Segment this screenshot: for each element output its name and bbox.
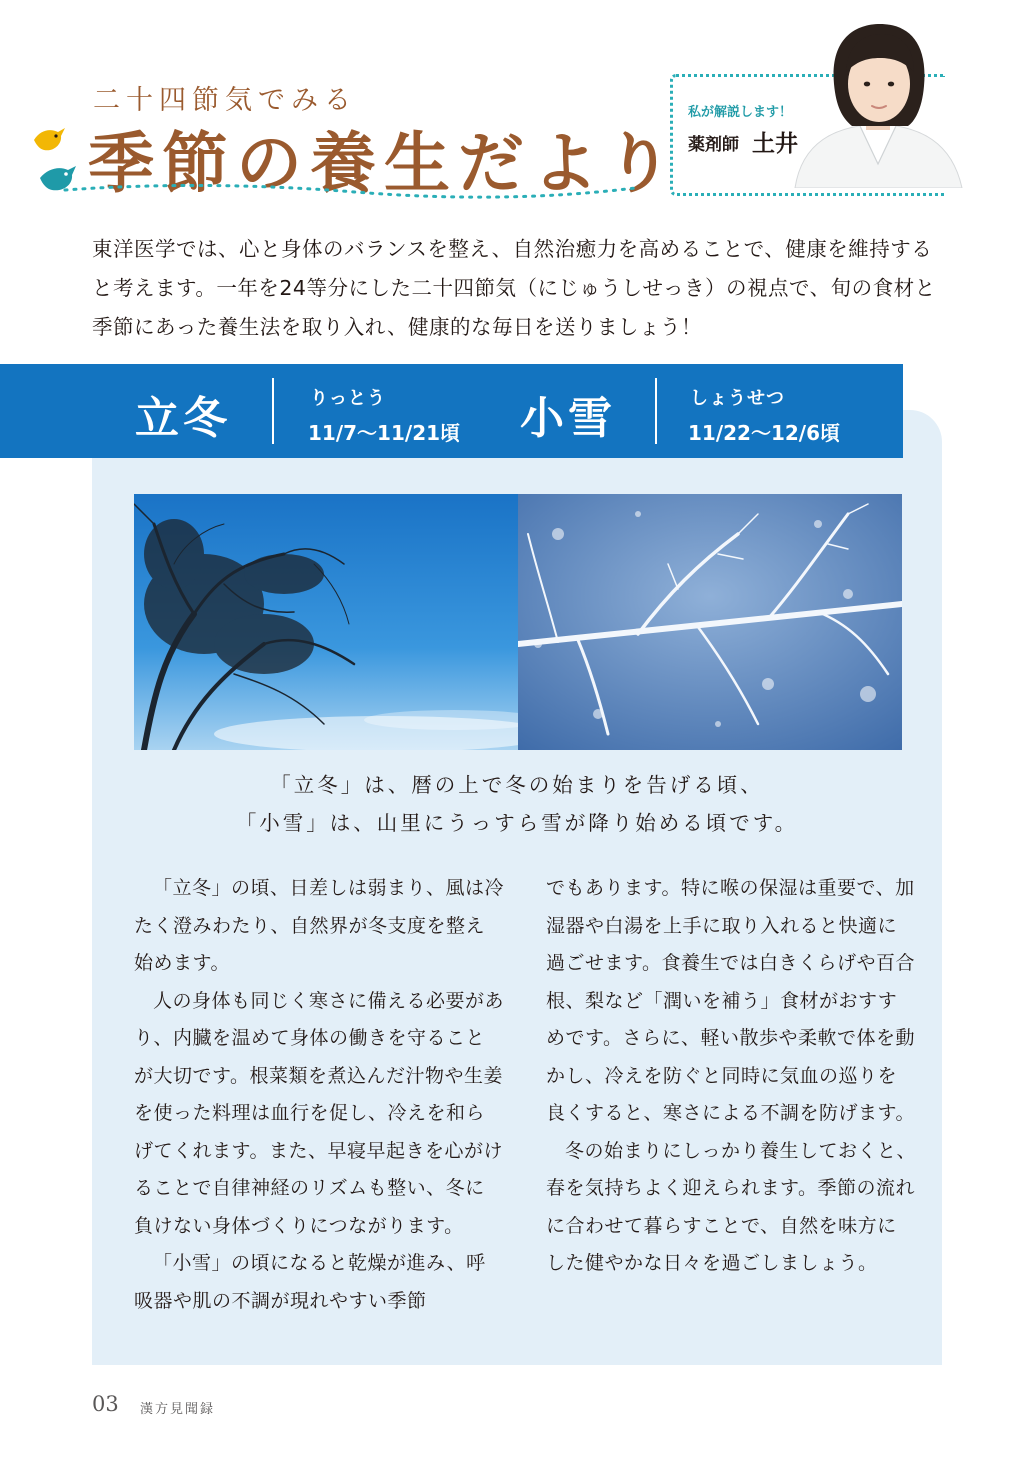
body-column-2 <box>546 870 916 1283</box>
body-paragraph: でもあります。特に喉の保湿は重要で、加湿器や白湯を上手に取り入れると快適に過ごせます。食養生では白きくらげや百合根、梨など「潤いを補う」食材がおすすめです。さらに、軽い散歩や柔軟で体を動かし、冷えを防ぐと同時に気血の巡りを良くすると、寒さによる不調を防げます。 <box>546 877 915 1124</box>
body-paragraph: 「立冬」の頃、日差しは弱まり、風は冷たく澄みわたり、自然界が冬支度を整え始めます。 <box>134 877 505 974</box>
author-role: 薬剤師 <box>688 135 739 155</box>
body-paragraph: 人の身体も同じく寒さに備える必要があり、内臓を温めて身体の働きを守ることが大切です。根菜類を煮込んだ汁物や生姜を使った料理は血行を促し、冷えを和らげてくれます。また、早寝早起きを心がけることで自律神経のリズムも整い、冬に負けない身体づくりにつながります。 <box>134 989 505 1237</box>
intro-text: 東洋医学では、心と身体のバランスを整え、自然治癒力を高めることで、健康を維持すると考えます。一年を24等分にした二十四節気（にじゅうしせっき）の視点で、旬の食材と季節にあった養生法を取り入れ、健康的な毎日を送りましょう！ <box>92 237 936 339</box>
season-reading-ritto: りっとう <box>310 388 386 409</box>
caption-line-2: 「小雪」は、山里にうっすら雪が降り始める頃です。 <box>235 811 799 835</box>
yellow-bird-icon <box>32 124 66 154</box>
season-banner <box>0 364 903 458</box>
banner-divider <box>655 378 657 444</box>
page-number: 03 <box>92 1392 119 1416</box>
season-name-ritto: 立冬 <box>135 393 231 444</box>
caption-line-1: 「立冬」は、暦の上で冬の始まりを告げる頃、 <box>270 773 764 797</box>
avatar <box>790 14 965 188</box>
season-dates-ritto: 11/7〜11/21頃 <box>308 421 461 445</box>
winter-sky-tree-photo <box>134 494 518 750</box>
season-reading-shosetsu: しょうせつ <box>690 388 785 409</box>
title-underline-dots <box>55 178 640 202</box>
season-name-shosetsu: 小雪 <box>520 393 616 444</box>
header-title: 季節の養生だより <box>88 124 680 202</box>
author-name: 土井 <box>752 131 798 157</box>
body-paragraph: 「小雪」の頃になると乾燥が進み、呼吸器や肌の不調が現れやすい季節 <box>134 1252 486 1312</box>
season-dates-shosetsu: 11/22〜12/6頃 <box>688 421 841 445</box>
body-column-1 <box>134 870 504 1320</box>
publication-name: 漢方見聞録 <box>140 1402 216 1417</box>
banner-divider <box>272 378 274 444</box>
frosted-branch-photo <box>518 494 902 750</box>
body-paragraph: 冬の始まりにしっかり養生しておくと、春を気持ちよく迎えられます。季節の流れに合わせて暮らすことで、自然を味方にした健やかな日々を過ごしましょう。 <box>546 1139 917 1274</box>
author-intro: 私が解説します！ <box>688 105 793 120</box>
header-subtitle: 二十四節気でみる <box>93 85 357 116</box>
